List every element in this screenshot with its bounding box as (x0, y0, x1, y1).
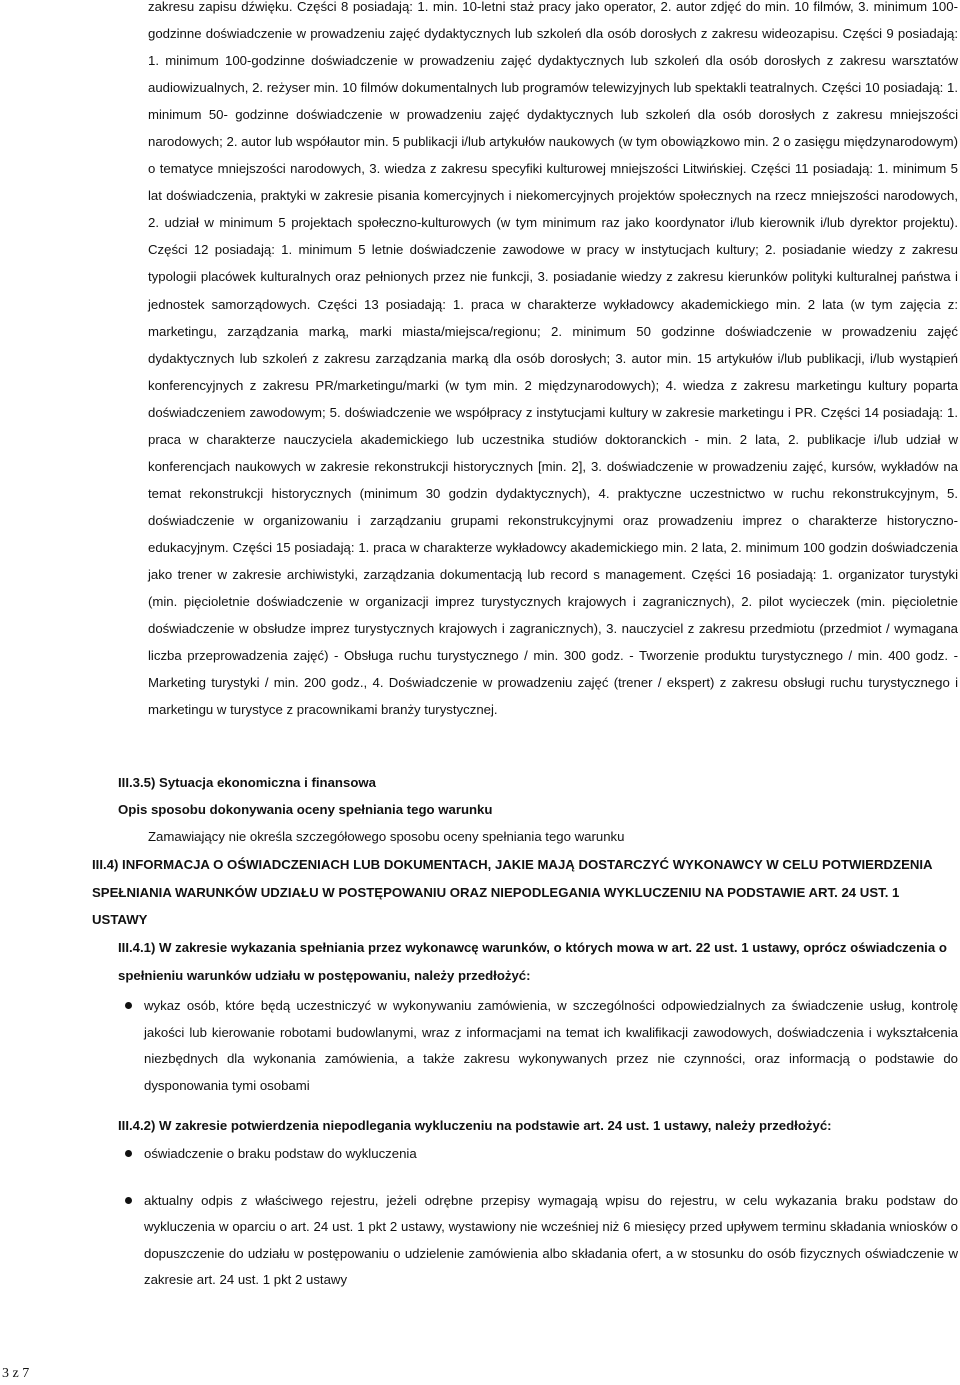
section-342-heading: III.4.2) W zakresie potwierdzenia niepodlegania wykluczeniu na podstawie art. 24 ust. 1 ustawy, należy przedłożyć: (118, 1118, 832, 1133)
section-341-heading: III.4.1) W zakresie wykazania spełniania przez wykonawcę warunków, o których mowa w art. 22 ust. 1 ustawy, oprócz oświadczenia o spełnieniu warunków udziału w postępowaniu, należy przedłożyć: (118, 940, 947, 983)
section-335-subheading: Opis sposobu dokonywania oceny spełniania tego warunku (118, 802, 493, 817)
section-341-list (125, 993, 958, 1099)
page-number: 3 z 7 (2, 1366, 30, 1381)
section-335-heading: III.3.5) Sytuacja ekonomiczna i finansowa (118, 775, 376, 790)
list-item: aktualny odpis z właściwego rejestru, jeżeli odrębne przepisy wymagają wpisu do rejestru, w celu wykazania braku podstaw do wykluczenia w oparciu o art. 24 ust. 1 pkt 2 ustawy, wystawiony nie wcześniej niż 6 miesięcy przed upływem terminu składania wniosków o dopuszczenie do udziału w postępowaniu o udzielenie zamówienia albo składania ofert, a w stosunku do osób fizycznych oświadczenie w zakresie art. 24 ust. 1 pkt 2 ustawy (125, 1188, 958, 1294)
bullet-icon (125, 1002, 132, 1009)
list-item: oświadczenie o braku podstaw do wykluczenia (125, 1141, 958, 1168)
bullet-icon (125, 1197, 132, 1204)
section-335-text: Zamawiający nie określa szczegółowego sposobu oceny spełniania tego warunku (148, 829, 625, 844)
bullet-icon (125, 1150, 132, 1157)
section-342-list (125, 1141, 958, 1294)
list-item: wykaz osób, które będą uczestniczyć w wykonywaniu zamówienia, w szczególności odpowiedzialnych za świadczenie usług, kontrolę jakości lub kierowanie robotami budowlanymi, wraz z informacjami na temat ich kwalifikacji zawodowych, doświadczenia i wykształcenia niezbędnych dla wykonania zamówienia, a także zakresu wykonywanych przez nie czynności, oraz informacją o podstawie do dysponowania tymi osobami (125, 993, 958, 1099)
continuation-paragraph: zakresu zapisu dźwięku. Części 8 posiadają: 1. min. 10-letni staż pracy jako operator, 2. autor zdjęć do min. 10 filmów, 3. minimum 100-godzinne doświadczenie w prowadzeniu zajęć dydaktycznych lub szkoleń dla osób dorosłych z zakresu wideozapisu. Części 9 posiadają: 1. minimum 100-godzinne doświadczenie w prowadzeniu zajęć dydaktycznych lub szkoleń dla osób dorosłych z zakresu warsztatów audiowizualnych, 2. reżyser min. 10 filmów dokumentalnych lub programów telewizyjnych lub spektakli teatralnych. Części 10 posiadają: 1. minimum 50- godzinne doświadczenie w prowadzeniu zajęć dydaktycznych lub szkoleń dla osób dorosłych z zakresu mniejszości narodowych; 2. autor lub współautor min. 5 publikacji i/lub artykułów naukowych (w tym obowiązkowo min. 2 o zasięgu międzynarodowym) o tematyce mniejszości narodowych, 3. wiedza z zakresu specyfiki kulturowej mniejszości Litwińskiej. Części 11 posiadają: 1. minimum 5 lat doświadczenia, praktyki w zakresie pisania komercyjnych i niekomercyjnych projektów społecznych na rzecz mniejszości narodowych, 2. udział w minimum 5 projektach społeczno-kulturowych (w tym minimum raz jako koordynator i/lub kierownik i/lub dyrektor projektu). Części 12 posiadają: 1. minimum 5 letnie doświadczenie zawodowe w pracy w instytucjach kultury; 2. posiadanie wiedzy z zakresu typologii placówek kulturalnych oraz pełnionych przez nie funkcji, 3. posiadanie wiedzy z zakresu kierunków polityki kulturalnej państwa i jednostek samorządowych. Części 13 posiadają: 1. praca w charakterze wykładowcy akademickiego min. 2 lata (w tym zajęcia z: marketingu, zarządzania marką, marki miasta/miejsca/regionu; 2. minimum 50 godzinne doświadczenie w prowadzeniu zajęć dydaktycznych lub szkoleń z zakresu zarządzania marką dla osób dorosłych; 3. autor min. 15 artykułów i/lub publikacji, i/lub wystąpień konferencyjnych z zakresu PR/marketingu/marki (w tym min. 2 międzynarodowych); 4. wiedza z zakresu marketingu kultury poparta doświadczeniem zawodowym; 5. doświadczenie we współpracy z instytucjami kultury w zakresie marketingu i PR. Części 14 posiadają: 1. praca w charakterze nauczyciela akademickiego lub uczestnika studiów doktoranckich - min. 2 lata, 2. publikacje i/lub udział w konferencjach naukowych w zakresie rekonstrukcji historycznych [min. 2], 3. doświadczenie w prowadzeniu zajęć, kursów, wykładów na temat rekonstrukcji historycznych (minimum 30 godzin dydaktycznych), 4. praktyczne uczestnictwo w ruchu rekonstrukcyjnym, 5. doświadczenie w organizowaniu i zarządzaniu grupami rekonstrukcyjnymi oraz prowadzeniu imprez o charakterze historyczno-edukacyjnym. Części 15 posiadają: 1. praca w charakterze wykładowcy akademickiego min. 2 lata, 2. minimum 100 godzin doświadczenia jako trener w zakresie archiwistyki, zarządzania dokumentacją lub record s management. Części 16 posiadają: 1. organizator turystyki (min. pięcioletnie doświadczenie w organizacji imprez turystycznych krajowych i zagranicznych), 2. pilot wycieczek (min. pięcioletnie doświadczenie w obsłudze imprez turystycznych krajowych i zagranicznych), 3. nauczyciel z zakresu przedmiotu (przedmiot / wymagana liczba przeprowadzenia zajęć) - Obsługa ruchu turystycznego / min. 300 godz. - Tworzenie produktu turystycznego / min. 400 godz. - Marketing turystyki / min. 200 godz., 4. Doświadczenie w prowadzeniu zajęć (trener / ekspert) z zakresu obsługi ruchu turystycznego i marketingu w turystyce z pracownikami branży turystycznej. (148, 0, 958, 718)
section-34-heading: III.4) INFORMACJA O OŚWIADCZENIACH LUB DOKUMENTACH, JAKIE MAJĄ DOSTARCZYĆ WYKONAWCY W CELU POTWIERDZENIA SPEŁNIANIA WARUNKÓW UDZIAŁU W POSTĘPOWANIU ORAZ NIEPODLEGANIA WYKLUCZENIU NA PODSTAWIE ART. 24 UST. 1 USTAWY (92, 857, 933, 927)
